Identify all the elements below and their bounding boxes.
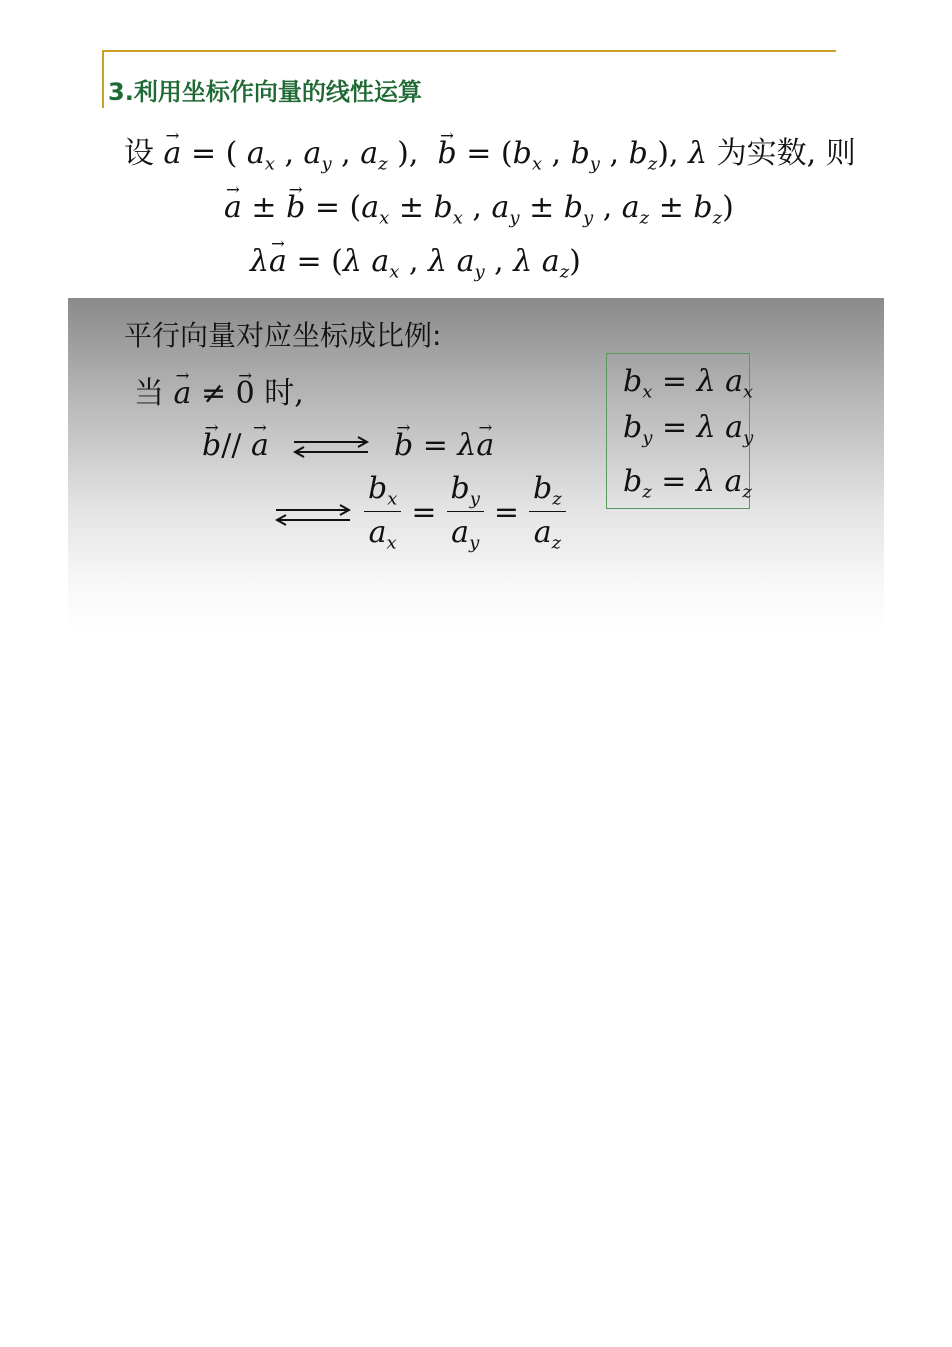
slide-upper: [0, 0, 952, 300]
given-line: 设 → a = ( $a_x$ , $a_y$ , $a_z$ ), → $b = (b_x$ , $b_y$ , $b_z$), λ 为实数, 则: [124, 128, 856, 174]
ratio-formula: $\frac{b_x}{a_x}$ = $\frac{b_y}{a_y}$ = $\frac{b_z}{a_z}$: [364, 472, 566, 553]
nonzero-condition: 当 → a ≠ → 0 时,: [134, 368, 304, 412]
section-title: 3.利用坐标作向量的线性运算: [108, 78, 422, 106]
equivalence-arrows-icon-2: [274, 504, 352, 526]
parallel-panel: [68, 298, 884, 630]
top-rule: [102, 50, 836, 52]
scalar-formula: λ→ a = (λ $a_x$ , λ $a_y$ , λ $a_z$): [250, 244, 581, 282]
parallel-title: 平行向量对应坐标成比例:: [124, 319, 442, 352]
parallel-equivalence: → b// → a → b = λ→ a: [202, 428, 494, 463]
ratio-y: $\frac{b_y}{a_y}$: [447, 472, 484, 553]
box-eq-x: $b_x = \lambda$ $a_x$: [623, 364, 754, 403]
left-rule: [102, 50, 104, 108]
box-eq-z: $b_z = \lambda$ $a_z$: [623, 464, 752, 503]
box-eq-y: $b_y = \lambda$ $a_y$: [623, 410, 754, 449]
sum-diff-formula: → a ± → $b = (a_x \pm b_x$ , $a_y \pm b_y$ , $a_z \pm b_z$): [224, 190, 734, 228]
ratio-x: $\frac{b_x}{a_x}$: [364, 472, 401, 553]
equivalence-arrows-icon: [292, 436, 370, 458]
component-box: [606, 353, 754, 509]
ratio-z: $\frac{b_z}{a_z}$: [529, 472, 566, 553]
